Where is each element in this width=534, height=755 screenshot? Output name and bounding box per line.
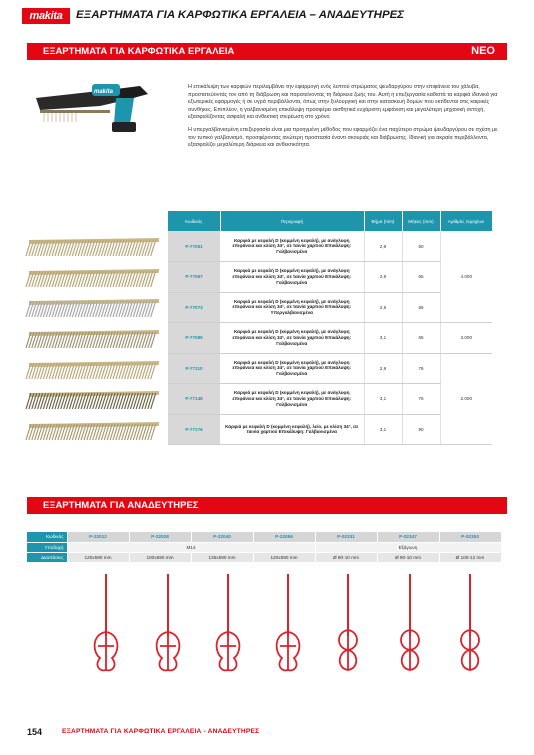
product-description: Καρφιά με κεφαλή D (κομμένη κεφαλή), με ανάγλυφη επιφάνεια και κλίση 34°, σε ταινία χαρτιού Επικάλυψη: Γαλβανισμένα	[220, 353, 364, 384]
mixers-section-title: ΕΞΑΡΤΗΜΑΤΑ ΓΙΑ ΑΝΑΔΕΥΤΗΡΕΣ	[43, 500, 199, 511]
mixer-code: P-02347	[377, 532, 439, 542]
product-description: Καρφιά με κεφαλή D (κομμένη κεφαλή), με ανάγλυφη επιφάνεια και κλίση 34°, σε ταινία χαρτιού Επικάλυψη: Γαλβανισμένα	[220, 384, 364, 415]
mixer-paddle-image	[450, 574, 490, 674]
col-code: Κωδικός	[168, 211, 220, 231]
nail-strip-image	[25, 420, 163, 442]
mixer-code: P-22056	[253, 532, 315, 542]
mixer-paddle-image	[268, 574, 308, 674]
product-description: Καρφιά με κεφαλή D (κομμένη κεφαλή), λείο, με κλίση 34°, σε ταινία χαρτιού Επικάλυψη: Γαλβανισμένα	[220, 414, 364, 445]
mixer-paddle-image	[148, 574, 188, 674]
step-value: 3,1	[364, 414, 402, 445]
mixer-dimension: 120x590 mm	[253, 552, 315, 562]
product-code: P-77073	[168, 292, 220, 323]
nail-strip-image	[25, 389, 163, 411]
pieces-value: 4.000	[440, 231, 492, 323]
mixer-paddle-image	[328, 574, 368, 674]
mixer-dimension: Ø 90-10 mm	[377, 552, 439, 562]
page-header	[0, 0, 534, 30]
row-label-thread: Υποδοχή	[27, 542, 67, 552]
mixer-dimension: 120x590 mm	[67, 552, 129, 562]
mixer-dimension: 135x590 mm	[191, 552, 253, 562]
product-code: P-77110	[168, 353, 220, 384]
nails-table-header	[168, 211, 492, 231]
col-description: Περιγραφή	[220, 211, 364, 231]
thread-m14: M14	[67, 542, 315, 552]
new-badge: ΝΕΟ	[471, 45, 495, 57]
product-code: P-77051	[168, 231, 220, 262]
nail-strip-image	[25, 267, 163, 289]
col-length: Μήκος (mm)	[402, 211, 440, 231]
mixer-code: P-22028	[129, 532, 191, 542]
nails-intro	[188, 84, 506, 155]
mixer-code: P-22040	[191, 532, 253, 542]
nail-strip-image	[25, 297, 163, 319]
table-row	[168, 353, 492, 384]
length-value: 65	[402, 292, 440, 323]
mixer-code: P-02331	[315, 532, 377, 542]
intro-paragraph-1: Η επικάλυψη των καρφιών περιλαμβάνει την εφαρμογή ενός λεπτού στρώματος ψευδαργύρου στην επιφάνεια του χάλυβα, προστατεύοντάς τον από τη διάβρωση και παρατείνοντας τη διάρκεια ζωής του. Αυτή η επεξεργασία καθιστά τα καρφιά ιδανικά για εξωτερικές εφαρμογές ή σε υγρά περιβάλλοντα, όπως στην ξυλουργική και στην κατασκευή δομών που εκτίθενται στις καιρικές συνθήκες. Επιπλέον, η γαλβανισμένη επικάλυψη προσφέρει αισθητικά ευχάριστη εμφάνιση και μεγαλύτερη μηχανική αντοχή, εξασφαλίζοντας ασφαλή και ανθεκτική στερέωση στο χρόνο.	[188, 84, 498, 121]
step-value: 2,9	[364, 231, 402, 262]
intro-paragraph-2: Η υπεργαλβανισμένη επεξεργασία είναι μια προηγμένη μέθοδος που εφαρμόζει ένα παχύτερο στρώμα ψευδαργύρου σε σχέση με τον τυπικό γαλβανισμό, προσφέροντας ανώτερη προστασία έναντι σκουριάς και διάβρωσης. Ιδανική για ακραία περιβάλλοντα, εξασφαλίζει μεγαλύτερη διάρκεια και ανθεκτικότητα.	[188, 126, 498, 149]
length-value: 76	[402, 384, 440, 415]
step-value: 2,9	[364, 353, 402, 384]
nail-strip-image	[25, 328, 163, 350]
product-description: Καρφιά με κεφαλή D (κομμένη κεφαλή), με ανάγλυφη επιφάνεια και κλίση 34°, σε ταινία χαρτιού Επικάλυψη: Γαλβανισμένα	[220, 262, 364, 293]
mixer-paddle-image	[390, 574, 430, 674]
nail-strip-image	[25, 236, 163, 258]
makita-logo: makita	[22, 8, 70, 24]
pieces-value: 3.000	[440, 323, 492, 354]
mixers-section-banner	[27, 497, 507, 514]
mixers-table	[27, 532, 502, 563]
product-code: P-77176	[168, 414, 220, 445]
row-label-code: Κωδικός	[27, 532, 67, 542]
step-value: 3,1	[364, 384, 402, 415]
mixer-thread-row	[27, 542, 501, 552]
gun-brand-label: makita	[94, 89, 114, 95]
length-value: 90	[402, 414, 440, 445]
table-row	[168, 231, 492, 262]
page-title: ΕΞΑΡΤΗΜΑΤΑ ΓΙΑ ΚΑΡΦΩΤΙΚΑ ΕΡΓΑΛΕΙΑ – ΑΝΑΔΕΥΤΗΡΕΣ	[76, 9, 405, 21]
nail-strip-image	[25, 359, 163, 381]
product-description: Καρφιά με κεφαλή D (κομμένη κεφαλή), με ανάγλυφη επιφάνεια και κλίση 34°, σε ταινία χαρτιού Επικάλυψη: Υπεργαλβανισμένα	[220, 292, 364, 323]
footer-title: ΕΞΑΡΤΗΜΑΤΑ ΓΙΑ ΚΑΡΦΩΤΙΚΑ ΕΡΓΑΛΕΙΑ - ΑΝΑΔΕΥΤΗΡΕΣ	[62, 728, 260, 735]
product-description: Καρφιά με κεφαλή D (κομμένη κεφαλή), με ανάγλυφη επιφάνεια και κλίση 34°, σε ταινία χαρτιού Επικάλυψη: Γαλβανισμένα	[220, 323, 364, 354]
mixer-dimension: 100x590 mm	[129, 552, 191, 562]
page-footer	[0, 727, 534, 741]
mixer-code: P-22012	[67, 532, 129, 542]
col-pieces: Αριθμός τεμαχίων	[440, 211, 492, 231]
col-step: Βήμα (mm)	[364, 211, 402, 231]
mixer-dims-row	[27, 552, 501, 562]
length-value: 65	[402, 262, 440, 293]
length-value: 76	[402, 353, 440, 384]
nails-table	[168, 211, 493, 445]
mixer-paddle-image	[208, 574, 248, 674]
pieces-value: 2.000	[440, 353, 492, 445]
mixer-codes-row	[27, 532, 501, 542]
length-value: 65	[402, 323, 440, 354]
step-value: 2,9	[364, 292, 402, 323]
step-value: 2,9	[364, 262, 402, 293]
product-code: P-77067	[168, 262, 220, 293]
mixer-dimension: Ø 100-12 mm	[439, 552, 501, 562]
length-value: 50	[402, 231, 440, 262]
table-row	[168, 323, 492, 354]
page-number: 154	[27, 727, 43, 737]
nails-section-title: ΕΞΑΡΤΗΜΑΤΑ ΓΙΑ ΚΑΡΦΩΤΙΚΑ ΕΡΓΑΛΕΙΑ	[43, 46, 235, 57]
mixer-dimension: Ø 80-10 mm	[315, 552, 377, 562]
thread-hex: Εξάγωνη	[315, 542, 501, 552]
product-code: P-77148	[168, 384, 220, 415]
row-label-dims: Διαστάσεις	[27, 552, 67, 562]
nail-gun-image	[30, 80, 180, 135]
mixer-paddle-image	[86, 574, 126, 674]
step-value: 3,1	[364, 323, 402, 354]
product-description: Καρφιά με κεφαλή D (κομμένη κεφαλή), με ανάγλυφη επιφάνεια και κλίση 34°, σε ταινία χαρτιού Επικάλυψη: Γαλβανισμένα	[220, 231, 364, 262]
nails-section-banner	[27, 43, 507, 60]
product-code: P-77089	[168, 323, 220, 354]
mixer-code: P-02353	[439, 532, 501, 542]
